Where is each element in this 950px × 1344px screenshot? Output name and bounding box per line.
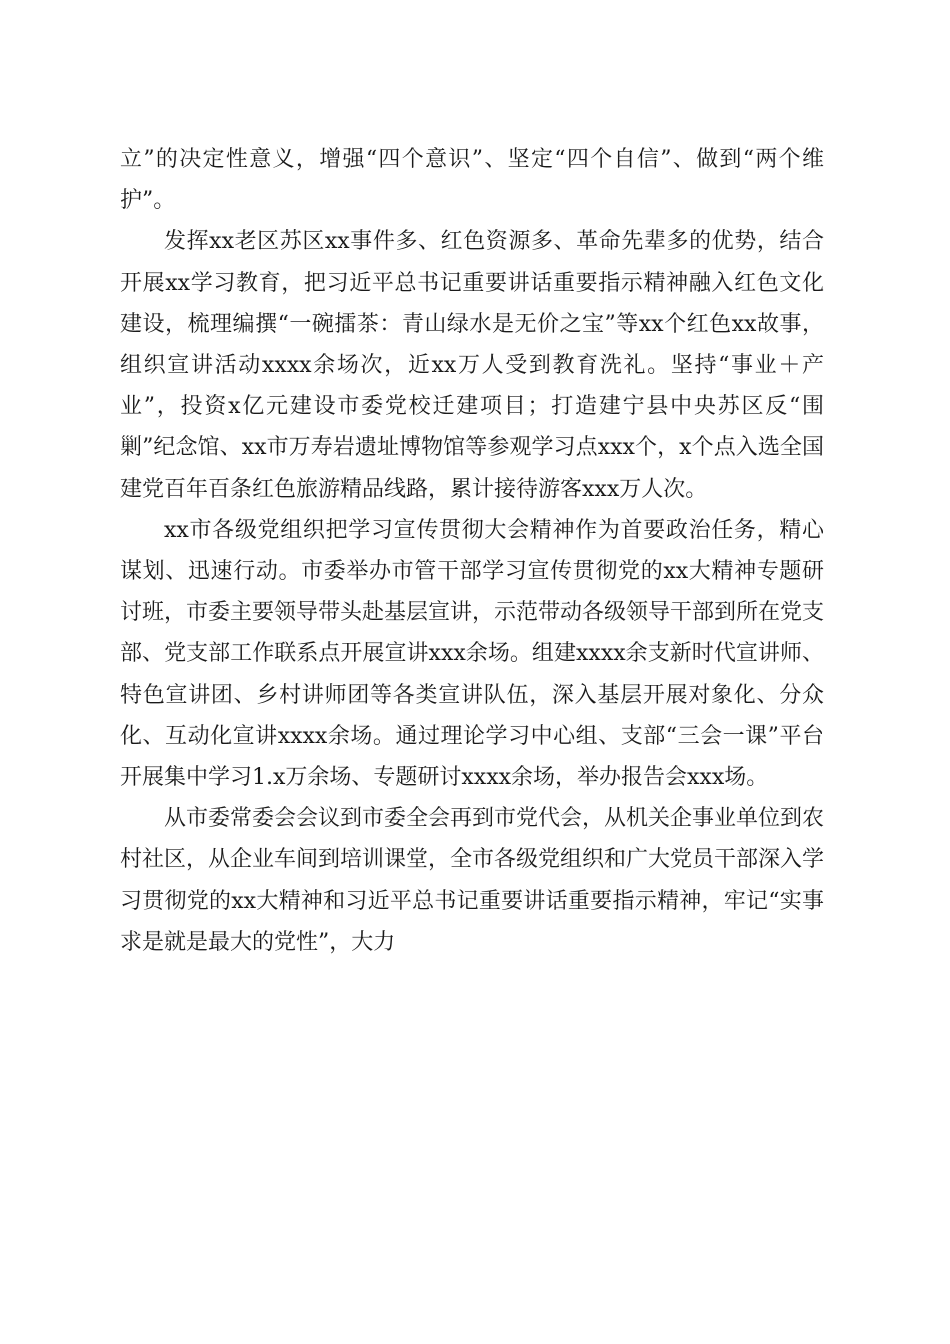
- paragraph-study-implementation: 从市委常委会会议到市委全会再到市党代会，从机关企事业单位到农村社区，从企业车间到培训课堂，全市各级党组织和广大党员干部深入学习贯彻党的xx大精神和习近平总书记重要讲话重要指示精神，牢记“实事求是就是最大的党性”，大力: [120, 806, 825, 955]
- document-body: [120, 139, 824, 963]
- paragraph-party-organizations: xx市各级党组织把学习宣传贯彻大会精神作为首要政治任务，精心谋划、迅速行动。市委举办市管干部学习宣传贯彻党的xx大精神专题研讨班，市委主要领导带头赴基层宣讲，示范带动各级领导干部到所在党支部、党支部工作联系点开展宣讲xxx余场。组建xxxx余支新时代宣讲师、特色宣讲团、乡村讲师团等各类宣讲队伍，深入基层开展对象化、分众化、互动化宣讲xxxx余场。通过理论学习中心组、支部“三会一课”平台开展集中学习1.x万余场、专题研讨xxxx余场，举办报告会xxx场。: [120, 517, 825, 791]
- paragraph-red-culture: 发挥xx老区苏区xx事件多、红色资源多、革命先辈多的优势，结合开展xx学习教育，把习近平总书记重要讲话重要指示精神融入红色文化建设，梳理编撰“一碗擂茶：青山绿水是无价之宝”等xx个红色xx故事，组织宣讲活动xxxx余场次，近xx万人受到教育洗礼。坚持“事业＋产业”，投资x亿元建设市委党校迁建项目；打造建宁县中央苏区反“围剿”纪念馆、xx市万寿岩遗址博物馆等参观学习点xxx个，x个点入选全国建党百年百条红色旅游精品线路，累计接待游客xxx万人次。: [120, 229, 824, 502]
- paragraph-continuation: 立”的决定性意义，增强“四个意识”、坚定“四个自信”、做到“两个维护”。: [120, 147, 824, 214]
